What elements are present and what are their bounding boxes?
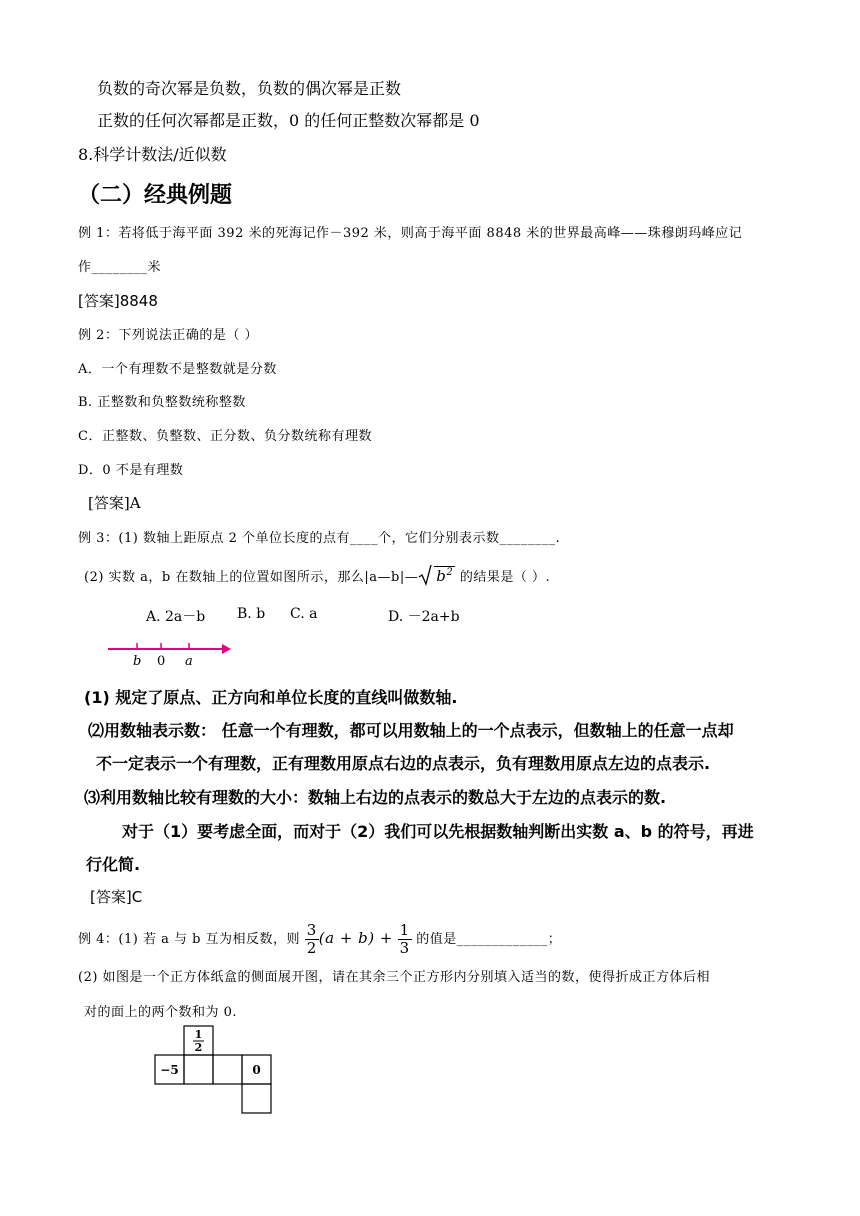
example-3-option-b: B. b <box>237 606 266 622</box>
sqrt-sign-icon <box>418 564 432 586</box>
example-1-answer: [答案]8848 <box>78 292 158 310</box>
fraction-three-halves <box>305 922 319 957</box>
note-2: ⑵用数轴表示数： 任意一个有理数，都可以用数轴上的一个点表示，但数轴上的任意一点却 <box>88 721 734 740</box>
cube-face-middle-2[interactable] <box>213 1055 242 1084</box>
note-2-cont: 不一定表示一个有理数，正有理数用原点右边的点表示，负有理数用原点左边的点表示. <box>96 754 711 773</box>
rule-odd-even-power: 负数的奇次幂是负数，负数的偶次幂是正数 <box>97 79 402 98</box>
example-4-q1-suffix: 的值是_____________； <box>411 932 562 947</box>
expression-a-plus-b: (a + b) + <box>318 929 393 947</box>
example-1-text: 例 1：若将低于海平面 392 米的死海记作－392 米，则高于海平面 8848 米的世界最高峰——珠穆朗玛峰应记 <box>78 226 743 241</box>
example-4-q1-prefix: 例 4：(1) 若 a 与 b 互为相反数，则 <box>78 932 301 947</box>
fraction-1-denominator: 2 <box>306 939 317 957</box>
cube-face-middle-1[interactable] <box>184 1055 213 1084</box>
number-line-arrow-icon <box>222 644 231 654</box>
example-3-option-d: D. －2a+b <box>388 609 460 625</box>
fraction-one-third <box>398 922 412 957</box>
example-4-question-1 <box>78 920 561 958</box>
analysis-text-cont: 行化简. <box>86 855 141 874</box>
rule-positive-power: 正数的任何次幂都是正数，0 的任何正整数次幂都是 0 <box>97 111 480 130</box>
cube-top-denominator: 2 <box>194 1041 203 1054</box>
note-3: ⑶利用数轴比较有理数的大小：数轴上右边的点表示的数总大于左边的点表示的数. <box>84 788 667 807</box>
example-4-question-2-cont: 对的面上的两个数和为 0. <box>84 1005 238 1020</box>
example-3-q2-suffix: 的结果是（ ）. <box>455 570 551 585</box>
fraction-2-numerator: 1 <box>399 921 410 939</box>
sqrt-base: b <box>436 567 447 585</box>
example-3-option-c: C. a <box>290 606 318 622</box>
sqrt-exponent: 2 <box>446 567 454 578</box>
section-scientific-notation: 8.科学计数法/近似数 <box>78 145 227 164</box>
example-3-answer: [答案]C <box>90 888 143 906</box>
fraction-2-denominator: 3 <box>399 939 410 957</box>
axis-label-b: b <box>133 654 142 668</box>
example-3-question-2 <box>84 566 550 585</box>
example-2-option-a: A．一个有理数不是整数就是分数 <box>78 362 277 377</box>
cube-left-value: −5 <box>160 1063 179 1077</box>
example-2-question: 例 2：下列说法正确的是（ ） <box>78 328 259 343</box>
example-4-question-2: (2) 如图是一个正方体纸盒的侧面展开图，请在其余三个正方形内分别填入适当的数，使得折成正方体后相 <box>78 970 711 985</box>
note-1: (1) 规定了原点、正方向和单位长度的直线叫做数轴. <box>84 688 458 707</box>
example-2-option-d: D．0 不是有理数 <box>78 463 184 478</box>
section-heading: （二）经典例题 <box>78 183 233 208</box>
analysis-text: 对于（1）要考虑全面，而对于（2）我们可以先根据数轴判断出实数 a、b 的符号，再进 <box>122 822 754 841</box>
example-3-question-1: 例 3：(1) 数轴上距原点 2 个单位长度的点有____个，它们分别表示数________. <box>78 531 561 546</box>
sqrt-expression <box>418 567 455 585</box>
example-1-text-cont: 作________米 <box>78 260 162 275</box>
cube-face-bottom[interactable] <box>242 1084 271 1113</box>
example-2-option-b: B. 正整数和负整数统称整数 <box>78 395 246 410</box>
axis-label-0: 0 <box>157 654 166 668</box>
cube-right-value: 0 <box>252 1063 261 1077</box>
fraction-1-numerator: 3 <box>306 921 317 939</box>
example-2-option-c: C．正整数、负整数、正分数、负分数统称有理数 <box>78 429 372 444</box>
example-3-q2-prefix: (2) 实数 a，b 在数轴上的位置如图所示，那么|a—b|— <box>84 570 419 585</box>
axis-label-a: a <box>185 654 193 668</box>
number-line <box>104 638 234 668</box>
cube-top-numerator: 1 <box>194 1028 203 1041</box>
example-3-option-a: A. 2a－b <box>146 609 206 625</box>
example-2-answer: [答案]A <box>88 494 141 512</box>
cube-net-diagram <box>153 1024 277 1114</box>
